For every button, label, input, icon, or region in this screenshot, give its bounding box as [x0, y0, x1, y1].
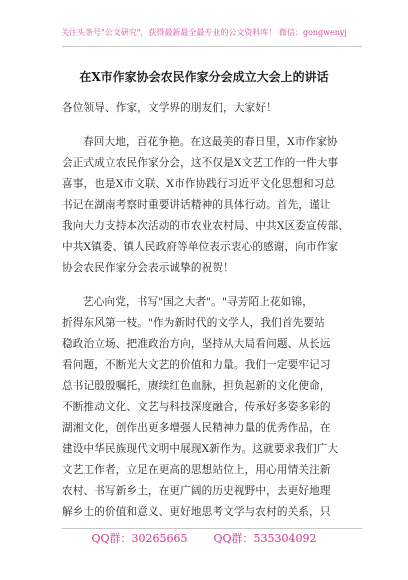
bottom-divider [62, 528, 362, 529]
paragraph-line: 协会农民作家分会表示诚挚的祝贺！ [62, 262, 234, 274]
qq-group-2: QQ群：535304092 [213, 532, 317, 545]
paragraph-line: 春回大地，百花争艳。在这最美的春日里，X市作家协 [83, 136, 338, 148]
paragraph-line: 不断推动文化、文艺与科技深度融合，传承好多姿多彩的 [62, 401, 331, 413]
promo-banner: 关注头条号"公文研究"，获得最新最全最专业的公文资料库！ 微信：gongwenyj [61, 28, 347, 37]
qq-group-1: QQ群：30265665 [91, 532, 188, 545]
paragraph-line: 中共X镇委、镇人民政府等单位表示衷心的感谢，向市作家 [62, 241, 339, 253]
footer-contacts [0, 532, 408, 545]
greeting-line: 各位领导、作家，文学界的朋友们，大家好！ [62, 102, 277, 114]
paragraph-line: 艺心向党，书写"国之大者"。"寻芳陌上花如锦， [83, 296, 313, 308]
paragraph-line: 会正式成立农民作家分会，这不仅是X文艺工作的一件大事 [62, 157, 339, 169]
paragraph-line: 总书记殷殷嘱托，赓续红色血脉，担负起新的文化使命， [62, 380, 331, 392]
paragraph-line: 喜事，也是X市文联、X市作协践行习近平文化思想和习总 [62, 178, 336, 190]
paragraph-line: 建设中华民族现代文明中展现X新作为。这就要求我们广大 [62, 443, 339, 455]
paragraph-line: 书记在湖南考察时重要讲话精神的具体行动。首先，谨让 [62, 199, 331, 211]
document-title: 在X市作家协会农民作家分会成立大会上的讲话 [79, 70, 329, 84]
paragraph-line: 看问题，不断光大文艺的价值和力量。我们一定要牢记习 [62, 359, 331, 371]
paragraph-line: 解乡土的价值和意义、更好地思考文学与农村的关系，只 [62, 506, 331, 518]
paragraph-line: 湖湘文化，创作出更多增强人民精神力量的优秀作品，在 [62, 422, 331, 434]
paragraph-line: 折得东风第一枝。"作为新时代的文学人，我们首先要站 [62, 317, 325, 329]
top-divider [62, 46, 362, 47]
paragraph-line: 稳政治立场、把准政治方向，坚持从大局看问题、从长远 [62, 338, 331, 350]
paragraph-line: 我向大力支持本次活动的市农业农村局、中共X区委宣传部、 [62, 220, 350, 232]
paragraph-line: 文艺工作者，立足在更高的思想站位上，用心用情关注新 [62, 464, 331, 476]
paragraph-line: 农村、书写新乡土，在更广阔的历史视野中，去更好地理 [62, 485, 331, 497]
